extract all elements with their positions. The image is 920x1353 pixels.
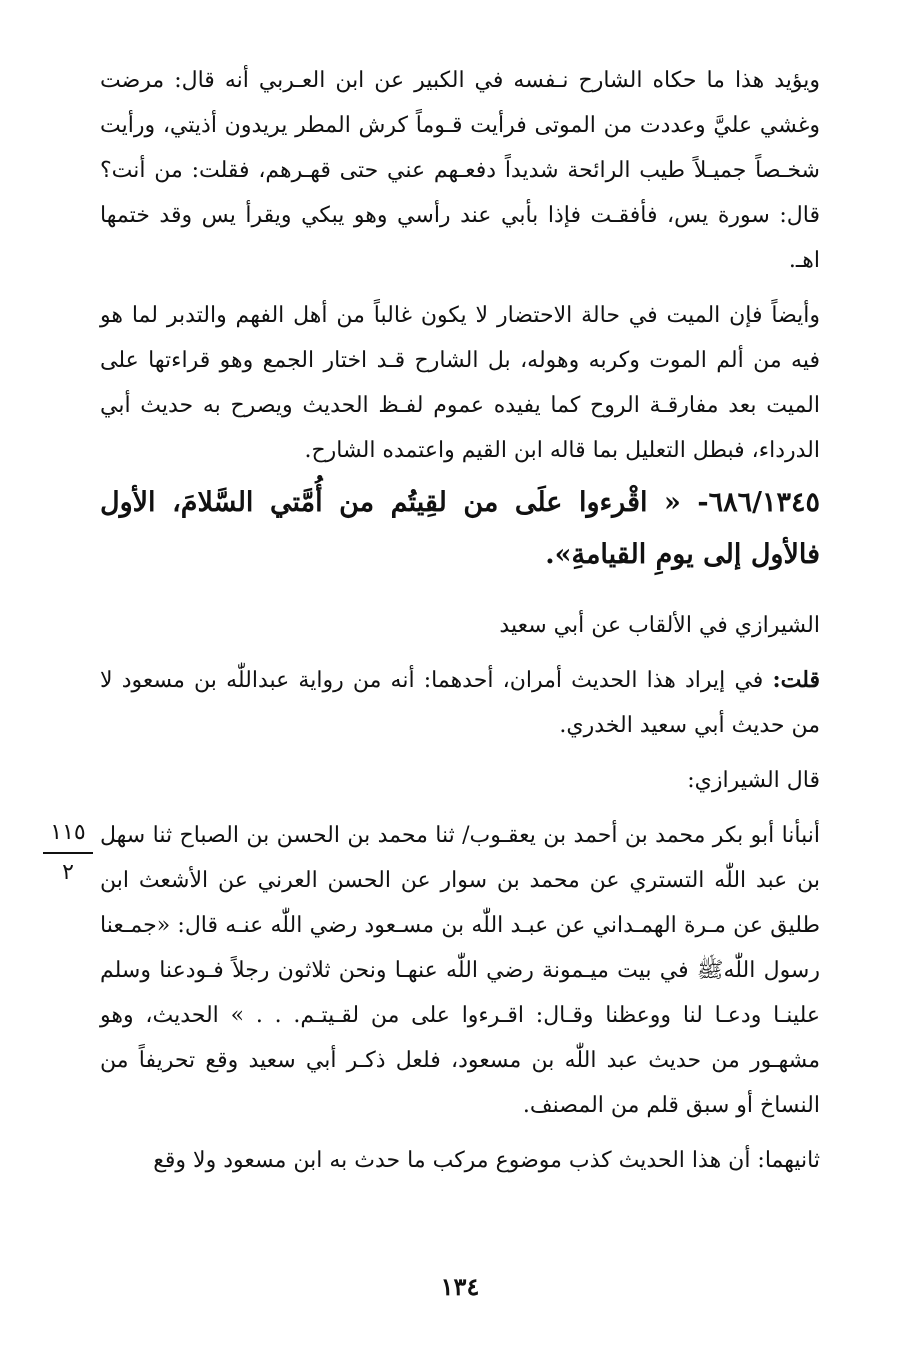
shirazi-label: قال الشيرازي:: [687, 768, 820, 793]
text-line: الحديث، وهو مشهـور من حديث عبد اللّٰه بن مسعود، فلعل ذكـر أبي سعيد: [100, 1003, 820, 1073]
hadith-source: الشيرازي في الألقاب عن أبي سعيد: [499, 613, 820, 638]
text-line: أنبأنا أبو بكر محمد بن أحمد بن يعقـوب/ ثنا محمد بن الحسن بن الصباح ثنا: [152, 823, 820, 848]
hadith-text: [100, 477, 820, 581]
text-line: في إيراد هذا الحديث أمران، أحدهما: أنه من رواية عبداللّٰه بن مسعود: [121, 668, 773, 693]
text-line: لا من حديث أبي سعيد الخدري.: [100, 668, 820, 738]
hadith-line: إلى يومِ القيامةِ».: [545, 539, 742, 570]
comment-paragraph: [100, 658, 820, 748]
margin-reference-bottom: ٢: [62, 860, 74, 885]
text-line: وغشي عليَّ وعددت من الموتى فرأيت قـوماً كرش المطر يريدون أذيتي، ورأيت: [100, 113, 820, 138]
text-line: سهل بن عبد اللّٰه التستري عن محمد بن سوار عن الحسن العرني عن الأشعث: [100, 823, 821, 893]
text-line: شخـصاً جميـلاً طيب الرائحة شديداً دفعـهم عني حتى قهـرهم، فقلت: من: [154, 158, 820, 183]
text-line: فـودعنا وسلم علينـا ودعـا لنا ووعظنا وقـال: اقـرءوا على من لقـيتـم. . . »: [100, 958, 820, 1028]
margin-reference-top: ١١٥: [50, 820, 86, 845]
hadith-line: ٦٨٦/١٣٤٥- « اقْرءوا علَى من لقِيتُم من أُمَّتي السَّلامَ، الأول فالأول: [100, 487, 820, 570]
isnad-chain-paragraph: [100, 813, 820, 1128]
paragraph-ibn-arabi-story: [100, 58, 820, 283]
text-line: ابن طليق عن مـرة الهمـداني عن عبـد اللّٰه بن مسـعود رضي اللّٰه عنـه قال:: [100, 868, 820, 938]
text-line: أنت؟ قال: سورة يس، فأفقـت فإذا بأبي عند رأسي وهو يبكي ويقرأ يس وقد: [100, 158, 820, 228]
text-line: الميت بعد مفارقـة الروح كما يفيده عموم لفـظ الحديث ويصرح به حديث أبي: [100, 393, 820, 418]
text-line: ثانيهما: أن هذا الحديث كذب موضوع مركب ما حدث به ابن مسعود ولا وقع: [153, 1148, 820, 1173]
comment-label: قلت:: [772, 667, 820, 693]
paragraph-dying-person: [100, 293, 820, 473]
page-body: [100, 58, 820, 1298]
text-line: «جمـعنا رسول اللّٰهﷺ في بيت ميـمونة رضي اللّٰه عنهـا ونحن ثلاثون رجلاً: [100, 913, 820, 983]
second-point-paragraph: [100, 1138, 820, 1183]
page-number: ١٣٤: [440, 1272, 480, 1301]
margin-reference-rule: [43, 852, 93, 854]
margin-reference: [38, 818, 98, 888]
text-line: وقع تحريفاً من النساخ أو سبق قلم من المصنف.: [100, 1048, 820, 1118]
text-line: الدرداء، فبطل التعليل بما قاله ابن القيم واعتمده الشارح.: [304, 438, 820, 463]
text-line: ويؤيد هذا ما حكاه الشارح نـفسه في الكبير عن ابن العـربي أنه قال: مرضت: [100, 68, 820, 93]
text-line: وأيضاً فإن الميت في حالة الاحتضار لا يكون غالباً من أهل الفهم والتدبر لما هو: [100, 303, 820, 328]
text-line: فيه من ألم الموت وكربه وهوله، بل الشارح قـد اختار الجمع وهو قراءتها على: [100, 348, 820, 373]
text-line: ختمها اهـ.: [100, 203, 820, 273]
